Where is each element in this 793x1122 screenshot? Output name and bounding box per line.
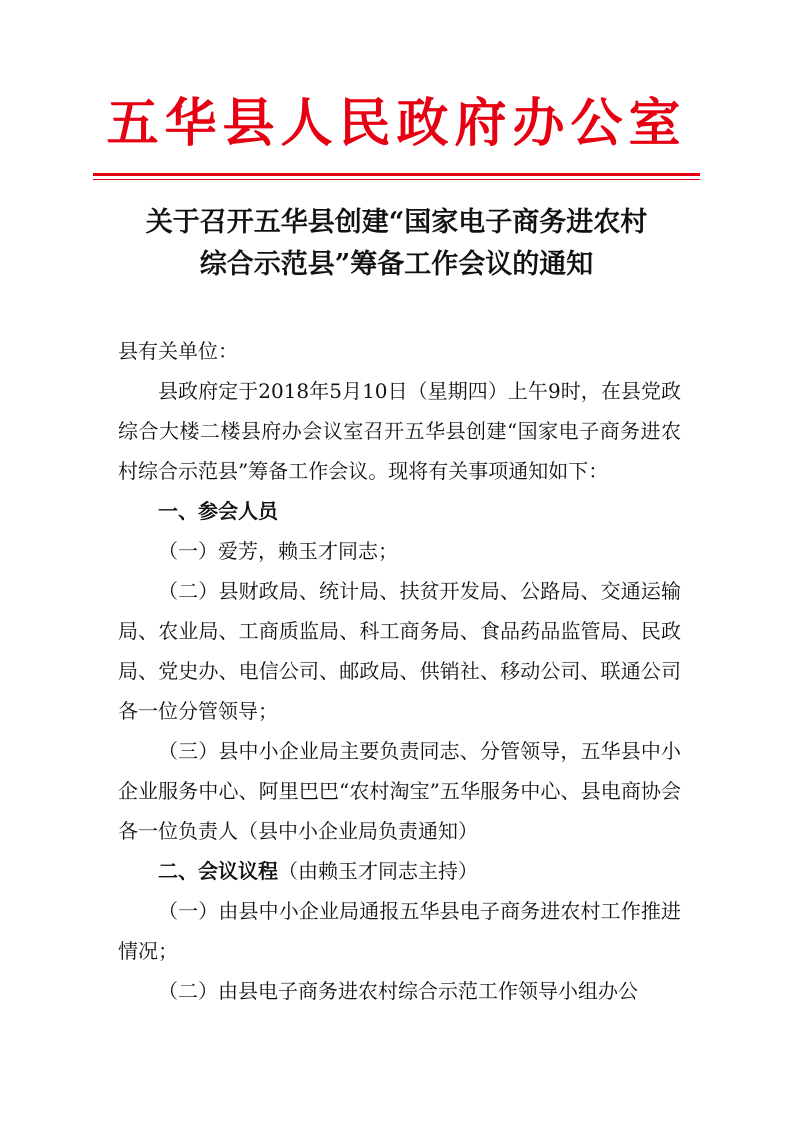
attendee-item: （一）爱芳，赖玉才同志； [158,539,398,563]
attendee-item: （三）县中小企业局主要负责同志、分管领导，五华县中小企业服务中心、阿里巴巴“农村淘宝”五华服务中心、县电商协会各一位负责人（县中小企业局负责通知） [118,739,681,843]
section-heading-agenda-text: 二、会议议程 [158,859,278,883]
salutation: 县有关单位： [118,339,238,363]
notice-title [100,202,693,286]
notice-title-line-1: 关于召开五华县创建“国家电子商务进农村 [145,207,648,238]
section-heading-attendees: 一、参会人员 [158,499,278,523]
agenda-item: （二）由县电子商务进农村综合示范工作领导小组办公 [158,979,638,1003]
attendee-item: （二）县财政局、统计局、扶贫开发局、公路局、交通运输局、农业局、工商质监局、科工商务局、食品药品监管局、民政局、党史办、电信公司、邮政局、供销社、移动公司、联通公司各一位分管领导； [118,579,681,723]
letterhead-rule-thin [93,179,700,180]
intro-paragraph: 县政府定于2018年5月10日（星期四）上午9时，在县党政综合大楼二楼县府办会议室召开五华县创建“国家电子商务进农村综合示范县”筹备工作会议。现将有关事项通知如下： [118,379,681,483]
letterhead-title: 五华县人民政府办公室 [106,93,687,154]
notice-body [118,331,681,1011]
section-heading-agenda-note: （由赖玉才同志主持） [278,859,478,883]
notice-title-line-2: 综合示范县”筹备工作会议的通知 [199,249,594,280]
letterhead-rule-thick [93,173,700,176]
agenda-item: （一）由县中小企业局通报五华县电子商务进农村工作推进情况； [118,899,681,963]
section-heading-agenda [118,851,681,891]
